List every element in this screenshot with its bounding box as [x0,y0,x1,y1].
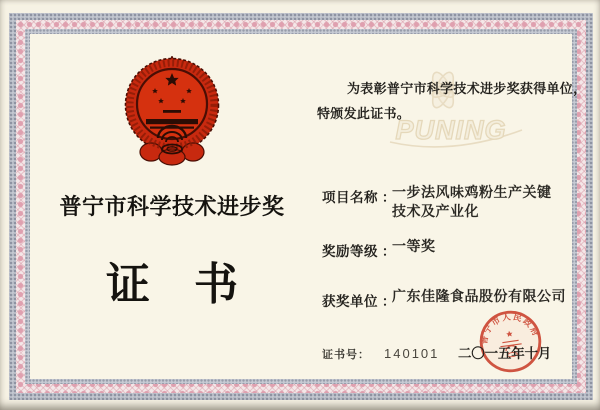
project-name-row [322,186,590,220]
ornate-border-outer [9,13,593,400]
certificate-number-label: 证书号： [322,349,370,361]
certificate-word: 证 书 [106,260,238,309]
project-name-label: 项目名称 ： [322,190,396,205]
awarded-unit-label: 获奖单位 ： [322,294,396,309]
certificate-number-row [322,345,439,363]
citation-line-1: 为表彰普宁市科学技术进步奖获得单位， [347,81,587,96]
awarded-unit-row [322,290,590,311]
award-grade-value: 一等奖 [392,240,436,255]
citation-line-2: 特颁发此证书。 [317,106,411,121]
award-grade-row [322,240,590,261]
ornate-border-inner [25,29,587,384]
project-name-value: 一步法风味鸡粉生产关键技术及产业化 [392,186,552,220]
china-national-emblem-icon [122,56,222,166]
award-grade-label: 奖励等级 ： [322,244,396,259]
ornate-border-pink-band [16,20,586,393]
certificate-number-value: 140101 [384,346,440,361]
citation-text [317,76,589,126]
watermark-text: PUNING [395,115,507,145]
seal-text: 普宁市人民政府 [478,311,542,345]
award-title: 普宁市科学技术进步奖 [59,194,285,219]
issue-date: 二〇一五年十月 [458,346,552,361]
certificate-paper [30,34,587,379]
awarded-unit-value: 广东佳隆食品股份有限公司 [392,290,566,305]
